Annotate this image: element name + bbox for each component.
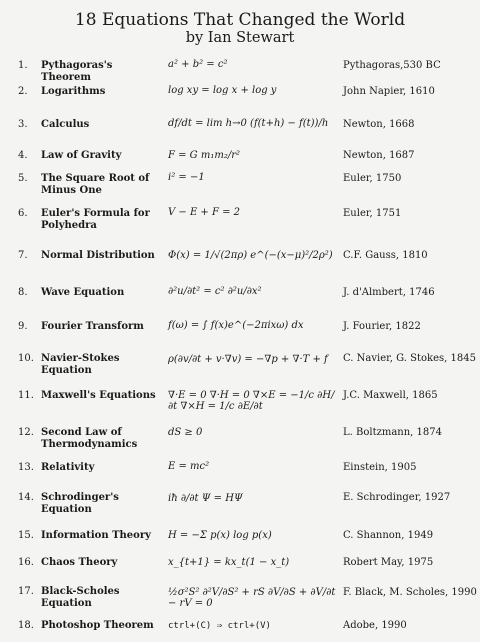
row-number: 1.: [18, 60, 28, 71]
equation-formula: E = mc²: [168, 461, 210, 472]
equation-name: Calculus: [41, 119, 90, 130]
row-number: 11.: [18, 390, 34, 401]
equation-source: Adobe, 1990: [343, 620, 407, 631]
equation-row: [0, 312, 480, 346]
equation-formula: ctrl+(C) ⇒ ctrl+(V): [168, 621, 271, 631]
equation-row: [0, 207, 480, 237]
row-number: 4.: [18, 150, 28, 161]
equation-name: Euler's Formula for Polyhedra: [41, 208, 150, 231]
equation-row: [0, 56, 480, 83]
equation-source: Newton, 1687: [343, 150, 415, 161]
page-title: 18 Equations That Changed the World: [74, 10, 406, 30]
equation-row: [0, 82, 480, 102]
equation-formula: log xy = log x + log y: [168, 85, 277, 96]
equation-name: Photoshop Theorem: [41, 620, 154, 631]
equation-row: [0, 578, 480, 622]
equation-name: Law of Gravity: [41, 150, 122, 161]
row-number: 14.: [18, 492, 34, 503]
row-number: 16.: [18, 557, 34, 568]
equation-name: Fourier Transform: [41, 321, 144, 332]
equation-row: [0, 172, 480, 202]
equation-source: Pythagoras,530 BC: [343, 60, 441, 71]
row-number: 10.: [18, 353, 34, 364]
equation-formula: a² + b² = c²: [168, 59, 228, 70]
equation-row: [0, 278, 480, 312]
equation-formula: V − E + F = 2: [168, 207, 241, 218]
equation-name: Information Theory: [41, 530, 151, 541]
equation-source: E. Schrodinger, 1927: [343, 492, 451, 503]
equation-row: [0, 242, 480, 278]
equation-row: [0, 346, 480, 384]
equation-source: John Napier, 1610: [343, 86, 435, 97]
row-number: 13.: [18, 462, 34, 473]
equation-source: Euler, 1751: [343, 208, 402, 219]
equation-formula: ∇·E = 0 ∇·H = 0 ∇×E = −1/c ∂H/∂t ∇×H = 1/c ∂E/∂t: [168, 390, 335, 412]
row-number: 3.: [18, 119, 28, 130]
equation-source: C. Shannon, 1949: [343, 530, 434, 541]
equation-source: F. Black, M. Scholes, 1990: [343, 587, 477, 598]
equation-row: [0, 108, 480, 142]
equation-formula: dS ≥ 0: [168, 427, 203, 438]
row-number: 7.: [18, 250, 28, 261]
equation-source: Einstein, 1905: [343, 462, 417, 473]
row-number: 5.: [18, 173, 28, 184]
equation-row: [0, 552, 480, 576]
equation-formula: ∂²u/∂t² = c² ∂²u/∂x²: [168, 286, 262, 297]
row-number: 12.: [18, 427, 34, 438]
equation-source: Robert May, 1975: [343, 557, 434, 568]
equation-name: Logarithms: [41, 86, 106, 97]
equation-formula: ½σ²S² ∂²V/∂S² + rS ∂V/∂S + ∂V/∂t − rV = 0: [168, 587, 336, 609]
equation-formula: f(ω) = ∫ f(x)e^(−2πixω) dx: [168, 320, 304, 331]
row-number: 18.: [18, 620, 34, 631]
equation-formula: H = −Σ p(x) log p(x): [168, 530, 272, 541]
equation-row: [0, 462, 480, 482]
equation-formula: F = G m₁m₂/r²: [168, 150, 240, 161]
equation-row: [0, 486, 480, 522]
equation-row: [0, 526, 480, 550]
equation-row: [0, 384, 480, 422]
equation-row: [0, 620, 480, 640]
page-subtitle: by Ian Stewart: [185, 30, 295, 46]
equation-formula: iħ ∂/∂t Ψ = HΨ: [168, 493, 243, 504]
equation-row: [0, 426, 480, 456]
row-number: 9.: [18, 321, 28, 332]
equation-source: J. d'Almbert, 1746: [343, 287, 435, 298]
equation-name: Navier-Stokes Equation: [41, 353, 120, 376]
row-number: 6.: [18, 208, 28, 219]
equation-formula: x_{t+1} = kx_t(1 − x_t): [168, 557, 290, 568]
equation-formula: ρ(∂v/∂t + v·∇v) = −∇p + ∇·T + f: [168, 354, 328, 365]
row-number: 17.: [18, 586, 34, 597]
row-number: 15.: [18, 530, 34, 541]
equation-name: Relativity: [41, 462, 95, 473]
equation-name: Chaos Theory: [41, 557, 118, 568]
equation-name: Wave Equation: [41, 287, 125, 298]
equation-name: Pythagoras's Theorem: [41, 60, 113, 83]
equation-name: Normal Distribution: [41, 250, 155, 261]
equation-name: Second Law of Thermodynamics: [41, 427, 138, 450]
equation-source: C. Navier, G. Stokes, 1845: [343, 353, 476, 364]
equation-name: The Square Root of Minus One: [41, 173, 150, 196]
equation-source: Newton, 1668: [343, 119, 415, 130]
row-number: 8.: [18, 287, 28, 298]
equation-source: J. Fourier, 1822: [343, 321, 421, 332]
equation-name: Schrodinger's Equation: [41, 492, 119, 515]
equation-formula: df/dt = lim h→0 (f(t+h) − f(t))/h: [168, 118, 329, 129]
equation-source: J.C. Maxwell, 1865: [343, 390, 438, 401]
equation-formula: i² = −1: [168, 172, 205, 183]
equation-row: [0, 142, 480, 172]
equation-name: Black-Scholes Equation: [41, 586, 120, 609]
equation-source: C.F. Gauss, 1810: [343, 250, 428, 261]
equation-source: Euler, 1750: [343, 173, 402, 184]
equation-source: L. Boltzmann, 1874: [343, 427, 442, 438]
equation-formula: Φ(x) = 1/√(2πρ) e^(−(x−μ)²/2ρ²): [168, 250, 333, 261]
equation-name: Maxwell's Equations: [41, 390, 156, 401]
row-number: 2.: [18, 86, 28, 97]
